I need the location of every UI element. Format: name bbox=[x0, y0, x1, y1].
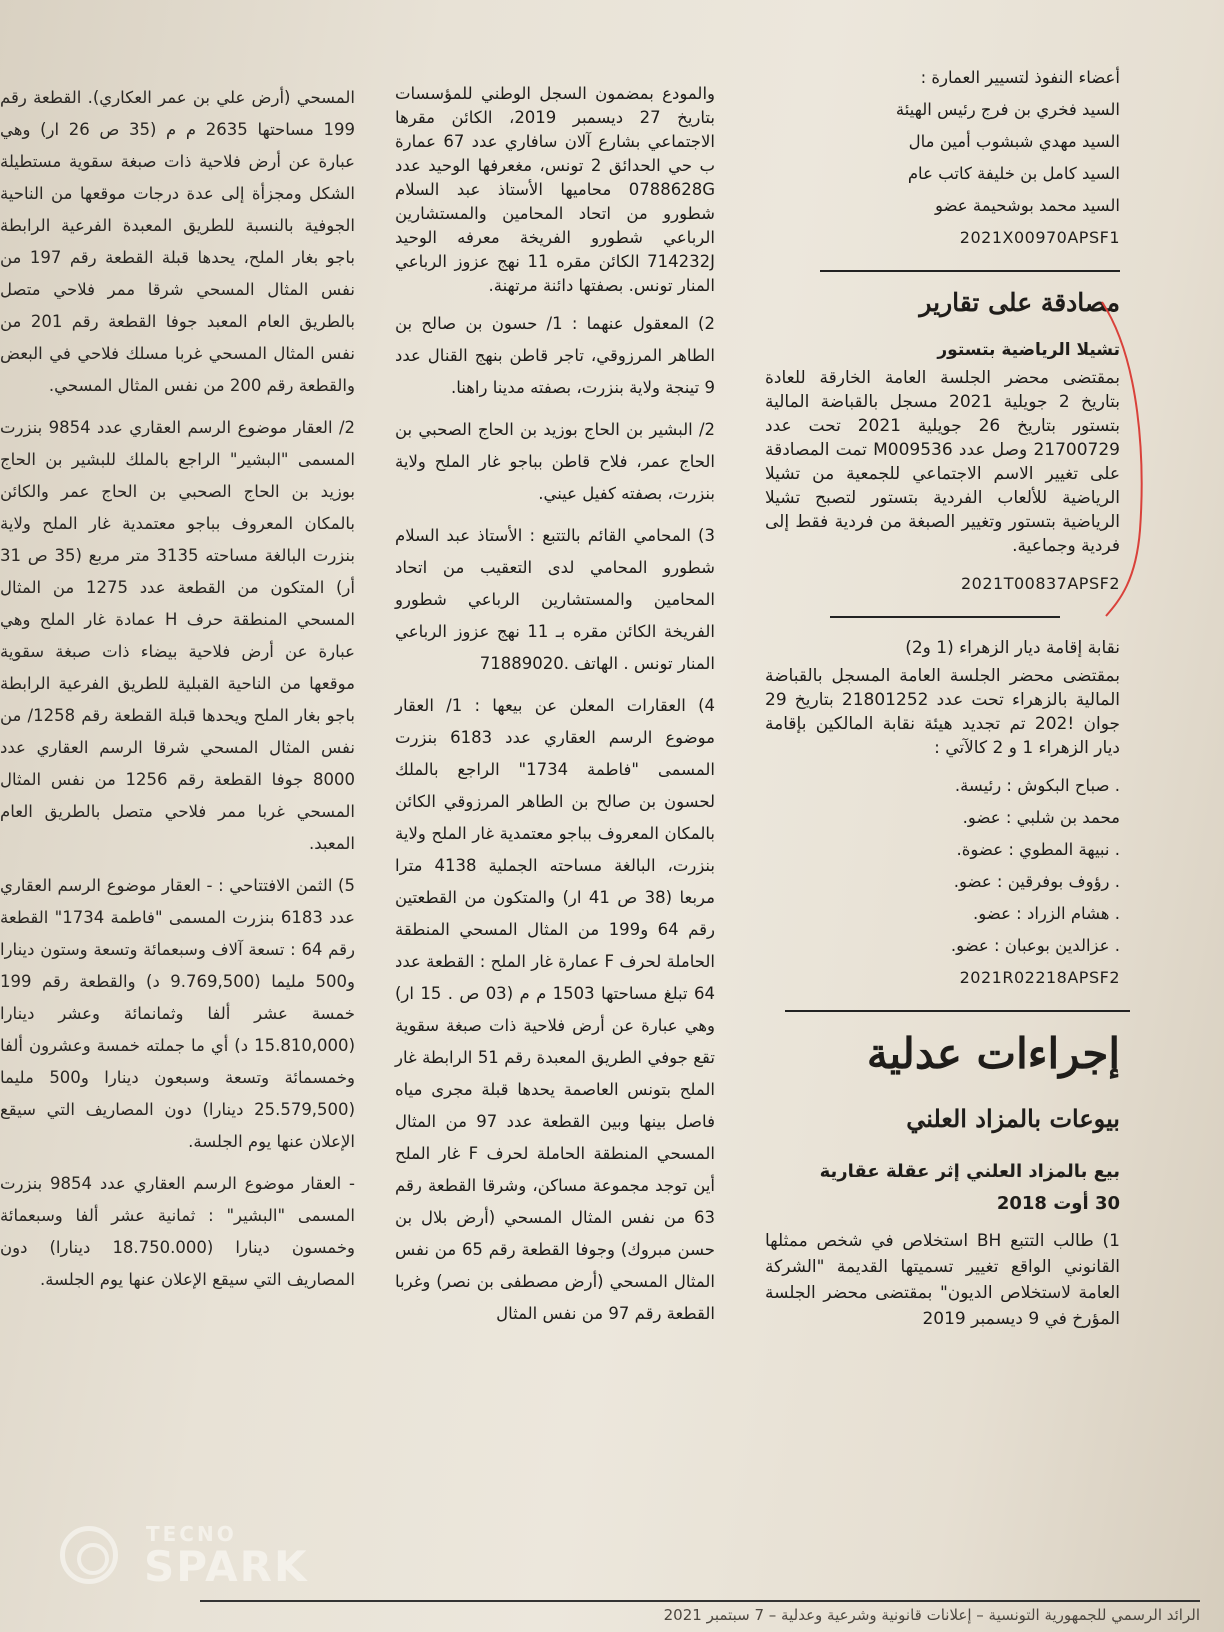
list-item: . صباح البكوش : رئيسة. bbox=[954, 776, 1120, 795]
divider bbox=[830, 616, 1060, 618]
list-item: . رؤوف بوفرقين : عضو. bbox=[953, 872, 1120, 891]
list-item: . عزالدين بوعبان : عضو. bbox=[950, 936, 1120, 955]
sale-title: بيع بالمزاد العلني إثر عقلة عقارية bbox=[819, 1161, 1120, 1182]
members-line: السيد فخري بن فرج رئيس الهيئة bbox=[895, 100, 1120, 119]
paragraph: 3) المحامي القائم بالتتبع : الأستاذ عبد السلام شطورو المحامي لدى التعقيب من اتحاد المحامين والمستشارين الرباعي شطورو الفريخة الكائن مقره بـ 11 نهج عزوز الرباعي المنار تونس . الهاتف .71889020 bbox=[395, 526, 715, 673]
page-footer: الرائد الرسمي للجمهورية التونسية – إعلانات قانونية وشرعية وعدلية – 7 سبتمبر 2021 bbox=[200, 1600, 1200, 1624]
watermark-model: SPARK bbox=[144, 1542, 309, 1591]
sale-date: 30 أوت 2018 bbox=[996, 1193, 1120, 1214]
paragraph: 4) العقارات المعلن عن بيعها : 1/ العقار موضوع الرسم العقاري عدد 6183 بنزرت المسمى "فاطمة 1734" الراجع بالملك لحسون بن صالح بن الطاهر المرزوقي الكائن بالمكان المعروف بباجو معتمدية غار الملح ولاية بنزرت، البالغة مساحته الجملية 4138 مترا مربعا (38 ص 41 ار) والمتكون من القطعتين رقم 64 و199 من المثال المسحي المنطقة الحاملة لحرف F عمارة غار الملح : القطعة عدد 64 تبلغ مساحتها 1503 م م (03 ص . 15 ار) وهي عبارة عن أرض فلاحية ذات صبغة سقوية تقع جوفي الطريق المعبدة رقم 51 الرابطة غار الملح بتونس العاصمة يحدها قبلة مجرى مياه فاصل بينها وبين القطعة عدد 97 من المثال المسحي المنطقة الحاملة لحرف F غار الملح أين توجد مجموعة مساكن، وشرقا القطعة رقم 63 من نفس المثال المسحي (أرض بلال بن حسن مبروك) وجوفا القطعة رقم 65 من نفس المثال المسحي (أرض مصطفى بن نصر) وغربا القطعة رقم 97 من نفس المثال bbox=[395, 696, 716, 1323]
paragraph: 2/ العقار موضوع الرسم العقاري عدد 9854 بنزرت المسمى "البشير" الراجع بالملك للبشير بن الحاج بوزيد بن الحاج الصحبي بن الحاج عمر والكائن بالمكان المعروف بباجو معتمدية غار الملح ولاية بنزرت البالغة مساحته 3135 متر مربع (35 ص 31 أر) المتكون من القطعة عدد 1275 من المثال المسحي المنطقة حرف H عمادة غار الملح وهي عبارة عن أرض فلاحية بيضاء ذات صبغة سقوية موقعها من الناحية القبلية للطريق الفرعية الرابطة باجو بغار الملح ويحدها قبلة القطعة رقم 1258/ من نفس المثال المسحي شرقا الرسم العقاري عدد 8000 جوفا القطعة رقم 1256 من نفس المثال المسحي غربا ممر فلاحي متصل بالطريق العام المعبد. bbox=[0, 418, 356, 853]
camera-watermark bbox=[60, 1520, 330, 1590]
paragraph: 5) الثمن الافتتاحي : - العقار موضوع الرسم العقاري عدد 6183 بنزرت المسمى "فاطمة 1734" القطعة رقم 64 : تسعة آلاف وسبعمائة وتسعة وستون دينارا و500 مليما (9.769,500 د) والقطعة رقم 199 خمسة عشر ألفا وثمانمائة وعشر دينارا (15.810,000 د) أي ما جملته خمسة وعشرون ألفا وخمسمائة وتسعة وسبعون دينارا و500 مليما (25.579,500 دينارا) دون المصاريف التي سيقع الإعلان عنها يوم الجلسة. bbox=[0, 876, 355, 1151]
member-list bbox=[765, 770, 1120, 962]
notice-text: بمقتضى محضر الجلسة العامة المسجل بالقباضة المالية بالزهراء تحت عدد 21801252 بتاريخ 29 جوان !202 تم تجديد هيئة نقابة المالكين بإقامة ديار الزهراء 1 و 2 كالآتي : bbox=[765, 666, 1121, 758]
members-line: أعضاء النفوذ لتسيير العمارة : bbox=[920, 68, 1120, 87]
red-pen-mark bbox=[1100, 300, 1160, 620]
governance-members bbox=[765, 62, 1120, 222]
notice-title: نقابة إقامة ديار الزهراء (1 و2) bbox=[905, 638, 1120, 658]
middle-column bbox=[395, 82, 715, 1340]
left-column bbox=[0, 82, 355, 1306]
members-line: السيد محمد بوشحيمة عضو bbox=[934, 196, 1120, 215]
list-item: محمد بن شلبي : عضو. bbox=[962, 808, 1120, 827]
paragraph: 2) المعقول عنهما : 1/ حسون بن صالح بن الطاهر المرزوقي، تاجر قاطن بنهج القنال عدد 9 تينجة ولاية بنزرت، بصفته مدينا راهنا. bbox=[395, 314, 715, 397]
members-line: السيد مهدي شبشوب أمين مال bbox=[908, 132, 1120, 151]
section-title: مصادقة على تقارير bbox=[919, 288, 1120, 317]
sale-text: 1) طالب التتبع BH استخلاص في شخص ممثلها القانوني الواقع تغيير تسميتها القديمة "الشركة العامة لاستخلاص الديون" بمقتضى محضر الجلسة المؤرخ في 9 ديسمبر 2019 bbox=[765, 1231, 1120, 1329]
watermark-brand: TECNO bbox=[146, 1522, 237, 1546]
members-line: السيد كامل بن خليفة كاتب عام bbox=[907, 164, 1120, 183]
reference-code: 2021R02218APSF2 bbox=[959, 968, 1120, 987]
paragraph: المسحي (أرض علي بن عمر العكاري). القطعة رقم 199 مساحتها 2635 م م (35 ص 26 ار) وهي عبارة عن أرض فلاحية ذات صبغة سقوية مستطيلة الشكل ومجزأة إلى عدة درجات موقعها من الناحية الجوفية بالنسبة للطريق المعبدة الفرعية الرابطة باجو بغار الملح، يحدها قبلة القطعة رقم 197 من نفس المثال المسحي شرقا ممر فلاحي متصل بالطريق العام المعبد جوفا القطعة رقم 201 من نفس المثال المسحي غربا مسلك فلاحي في البعض والقطعة رقم 200 من نفس المثال المسحي. bbox=[0, 88, 355, 395]
right-column bbox=[765, 62, 1120, 1342]
list-item: . هشام الزراد : عضو. bbox=[973, 904, 1120, 923]
notice-title: تشيلا الرياضية بتستور bbox=[937, 340, 1120, 360]
section-heading: إجراءات عدلية bbox=[866, 1029, 1120, 1078]
paragraph: - العقار موضوع الرسم العقاري عدد 9854 بنزرت المسمى "البشير" : ثمانية عشر ألفا وسبعمائة وخمسون دينارا (18.750.000 دينارا) دون المصاريف التي سيقع الإعلان عنها يوم الجلسة. bbox=[0, 1174, 355, 1289]
camera-logo-icon bbox=[60, 1526, 118, 1584]
divider bbox=[785, 1010, 1130, 1012]
reference-code: 2021X00970APSF1 bbox=[959, 228, 1120, 247]
paragraph: 2/ البشير بن الحاج بوزيد بن الحاج الصحبي بن الحاج عمر، فلاح قاطن بباجو غار الملح ولاية بنزرت، بصفته كفيل عيني. bbox=[395, 420, 715, 503]
notice-text: بمقتضى محضر الجلسة العامة الخارقة للعادة بتاريخ 2 جويلية 2021 مسجل بالقباضة المالية بتستور بتاريخ 26 جويلية 2021 تحت عدد 21700729 وصل عدد M009536 تمت المصادقة على تغيير الاسم الاجتماعي للجمعية من تشيلا الرياضية للألعاب الفردية بتستور لتصبح تشيلا الرياضية بتستور وتغيير الصبغة من فردية فقط إلى فردية وجماعية. bbox=[765, 368, 1120, 556]
reference-code: 2021T00837APSF2 bbox=[960, 574, 1120, 593]
divider bbox=[820, 270, 1120, 272]
list-item: . نبيهة المطوي : عضوة. bbox=[956, 840, 1120, 859]
subsection-heading: بيوعات بالمزاد العلني bbox=[906, 1104, 1120, 1133]
paragraph: والمودع بمضمون السجل الوطني للمؤسسات بتاريخ 27 ديسمبر 2019، الكائن مقرها الاجتماعي بشارع آلان سافاري عدد 67 عمارة ب حي الحدائق 2 تونس، مغعرفها الوحيد عدد 0788628G محاميها الأستاذ عبد السلام شطورو من اتحاد المحامين والمستشارين الرباعي شطورو الفريخة معرفه الوحيد 714232J الكائن مقره 11 نهج عزوز الرباعي المنار تونس. بصفتها دائنة مرتهنة. bbox=[395, 84, 715, 295]
